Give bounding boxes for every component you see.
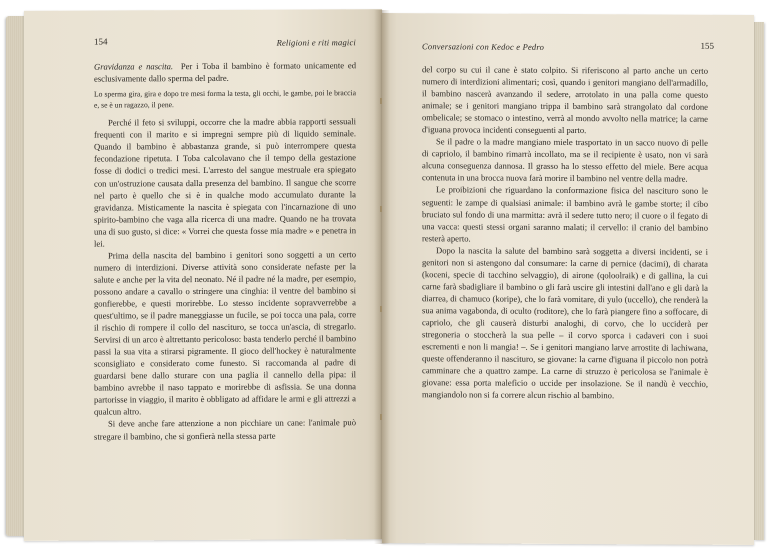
paragraph: Se il padre o la madre mangiano miele trasportato in un sacco nuovo di pelle di capriolo, il bambino rimarrà incollato, ma se il recipiente è usato, non vi sarà alcuna conseguenza dannosa. Il grasso ha lo stesso effetto del miele. Bere acqua contenuta in una brocca nuova farà morire il bambino nel ventre della madre. (422, 136, 708, 185)
page-number-right: 155 (700, 40, 714, 51)
page-number-left: 154 (94, 36, 108, 47)
running-head-right: Conversazioni con Kedoc e Pedro (422, 41, 545, 52)
paragraph: Si deve anche fare attenzione a non picchiare un cane: l'animale può stregare il bambino, che si gonfierà nella stessa parte (94, 417, 356, 442)
binding-stitch (380, 98, 382, 104)
binding-stitch (380, 306, 382, 312)
left-page-text (94, 59, 356, 442)
right-page-text (422, 63, 708, 402)
section-lead: Per i Toba il bambino è formato unicamente ed esclusivamente dallo sperma del padre. (94, 60, 356, 84)
right-page (382, 13, 754, 545)
open-book (6, 6, 764, 546)
page-edges-right (754, 22, 764, 540)
running-head-left: Religioni e riti magici (276, 37, 356, 48)
binding-stitch (380, 414, 382, 420)
paragraph: Le proibizioni che riguardano la conformazione fisica del nascituro sono le seguenti: le zampe di qualsiasi animale: il bambino avrà le gambe storte; il cibo bruciato sul fondo di una marmitta: avrà il sedere tutto nero; il cuore o il fegato di una vacca: questi stessi organi saranno malati; il cervello: il cranio del bambino resterà aperto. (422, 184, 708, 244)
binding-stitch (380, 206, 382, 212)
section-title: Gravidanza e nascita. (94, 61, 174, 72)
indented-quote: Lo sperma gira, gira e dopo tre mesi forma la testa, gli occhi, le gambe, poi le braccia e, se è un ragazzo, il pene. (94, 88, 356, 110)
paragraph: Prima della nascita del bambino i genitori sono soggetti a un certo numero di interdizioni. Diverse attività sono considerate nefaste per la salute e anche per la vita del neonato. Né il padre né la madre, per esempio, possono andare a cavallo o stringere una cinghia: il ventre del bambino si gonfierebbe, e questi morirebbe. Lo stesso incidente sopravverrebbe a quest'ultimo, se il padre maneggiasse un fucile, se poi tocca una pala, corre il rischio di rompere il collo del nascituro, se tocca un'ascia, di stregarlo. Servirsi di un arco è altrettanto pericoloso: basta tenderlo perché il bambino passi la sua vita a stirarsi pigramente. Il gioco dell'hockey è naturalmente sconsigliato e considerato come funesto. Si raccomanda al padre di guardarsi bene dallo sturare con una paglia il cannello della pipa: il bambino avrebbe il naso tappato e morirebbe di asfissia. Se una donna partorisse in viaggio, il marito è obbligato ad affidare le armi e gli attrezzi a qualcun altro. (94, 248, 356, 417)
section-opening (94, 59, 356, 84)
paragraph: Dopo la nascita la salute del bambino sarà soggetta a diversi incidenti, se i genitori non si astengono dal consumare: la carne di pernice (dacimi), di charata (koceni, specie di tacchino selvaggio), di airone (qoloolraik) e di gallina, la cui carne farà sbadigliare il bambino o gli farà uscire gli intestini dall'ano e gli darà la diarrea, di chamuco (koripe), che lo farà vomitare, di yulo (uccello), che renderà la sua anima vagabonda, di oculto (roditore), che lo farà piangere fino a soffocare, di capriolo, che gli causerà disturbi analoghi, di corvo, che lo ucciderà per stregoneria o stoccherà la sua pelle – il corvo sporca i cadaveri con i suoi escrementi e non li mangia! –. Se i genitori mangiano larve arrostite di lachiwana, queste offenderanno il nascituro, se giovane: la carne d'iguana il piccolo non potrà camminare che a quattro zampe. La carne di struzzo è pericolosa se l'animale è giovane: essa porta malefìcio o uccide per insolazione. Se il nandù è vecchio, mangiandolo non si fa correre alcun rischio al bambino. (422, 245, 708, 401)
left-page (24, 9, 382, 541)
paragraph: Perché il feto si sviluppi, occorre che la madre abbia rapporti sessuali frequenti con il marito e si impregni sempre più di liquido seminale. Quando il bambino è abbastanza grande, si può interrompere questa fecondazione ripetuta. I Toba calcolavano che il tempo della gestazione fosse di dodici o tredici mesi. L'arresto del sangue mestruale era spiegato con un'ostruzione causata dalla presenza del bambino. Il sangue che scorre nel parto è quello che si è in qualche modo accumulato durante la gravidanza. Misticamente la nascita è spiegata con l'incarnazione di uno spirito-bambino che vaga alla ricerca di una madre. Quando ne ha trovata una di suo gusto, si dice: « Vorrei che questa fosse mia madre » e penetra in lei. (94, 116, 356, 249)
paragraph: del corpo su cui il cane è stato colpito. Si riferiscono al parto anche un certo numero di interdizioni alimentari; così, quando i genitori mangiano dell'armadillo, il bambino nascerà avanzando il sedere, arrotolato in una palla come questo animale; se i genitori mangiano trippa il bambino sarà strangolato dal cordone ombelicale; se stomaco o intestino, verrà al mondo avvolto nella matrice; la carne d'iguana provoca incidenti conseguenti al parto. (422, 64, 708, 136)
